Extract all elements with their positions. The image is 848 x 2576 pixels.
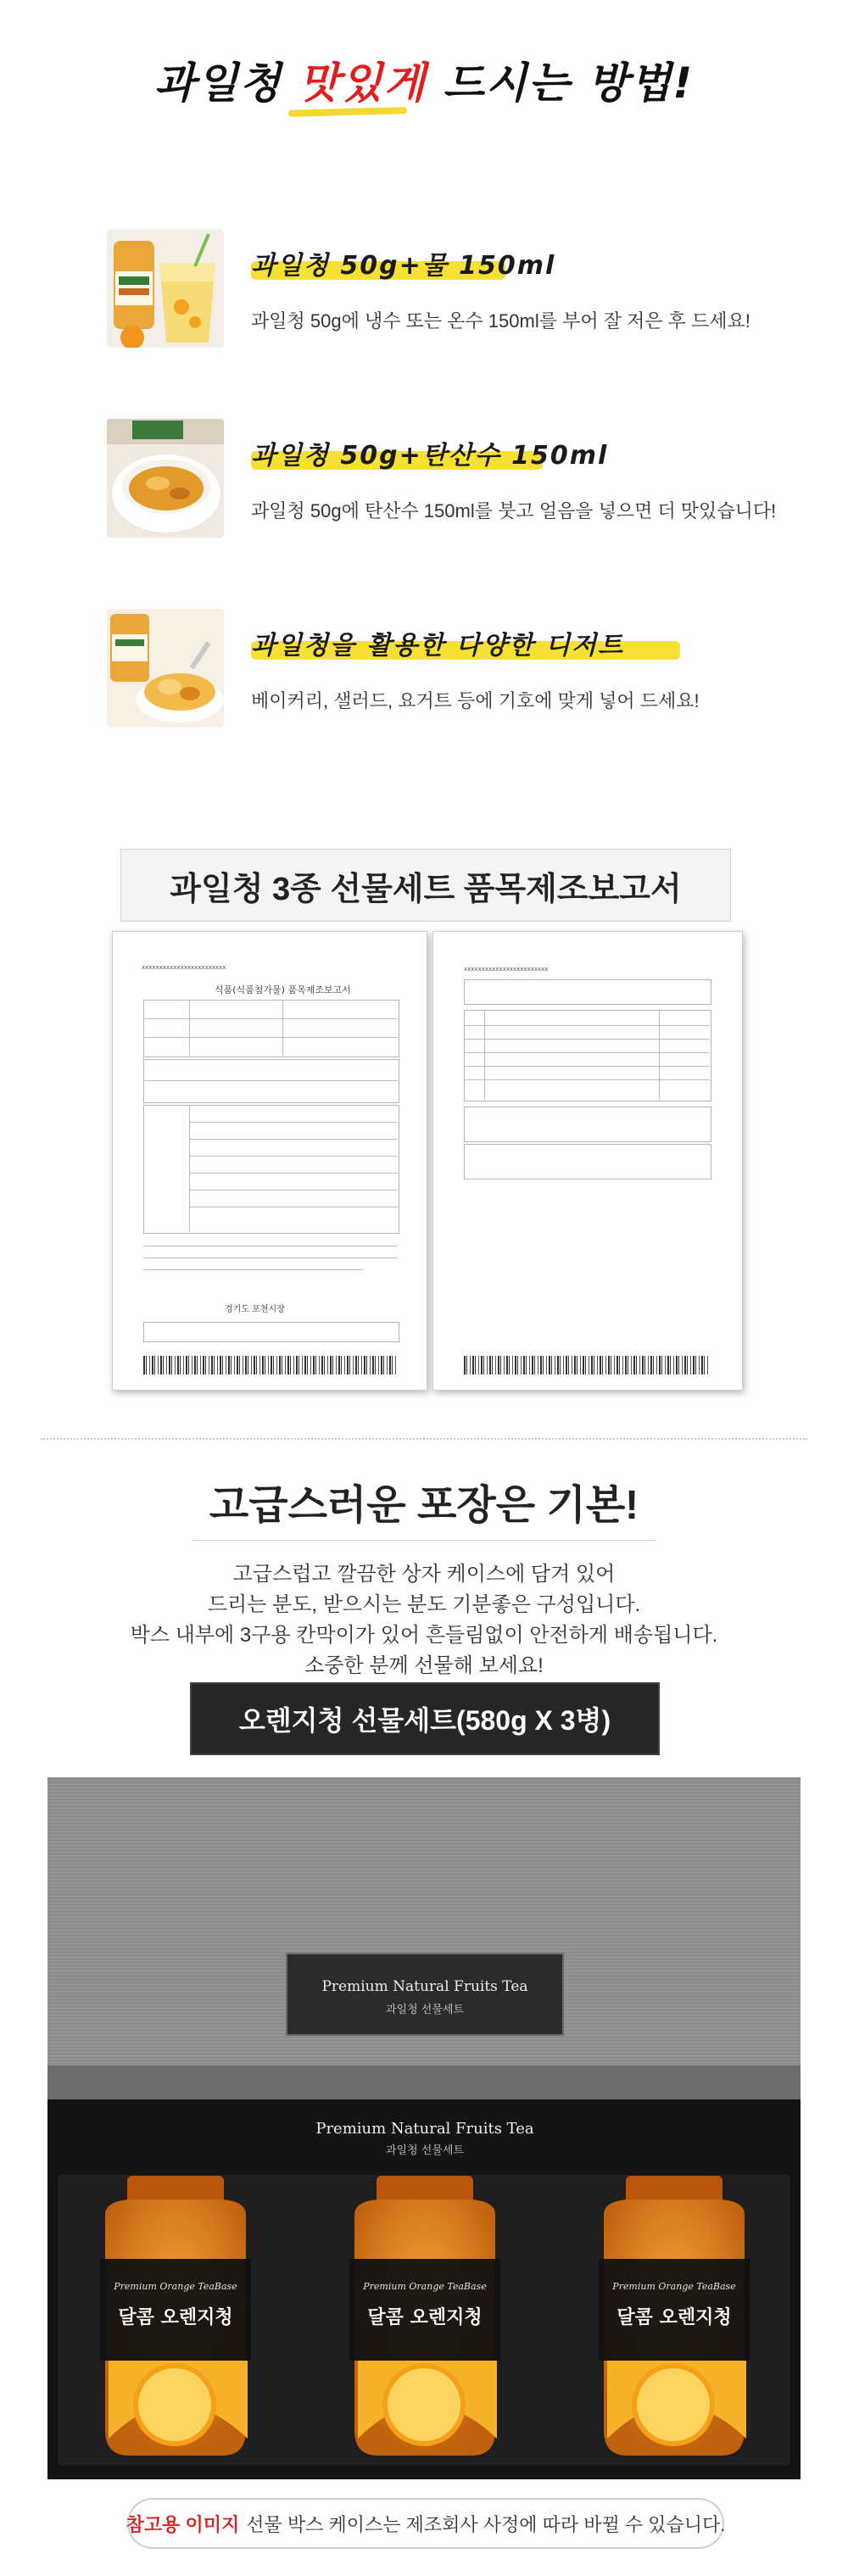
tip-description: 과일청 50g에 냉수 또는 온수 150ml를 부어 잘 저은 후 드세요! [251,310,750,332]
tip-title: 과일청을 활용한 다양한 디저트 [251,631,625,661]
report-document-page1: xxxxxxxxxxxxxxxxxxxxxxxx 식품(식품첨가물) 품목제조보고서 경기도 포천시장 [112,931,427,1391]
page-heading [0,49,848,110]
gift-set-label: 오렌지청 선물세트(580g X 3병) [190,1682,660,1755]
packaging-description-line: 드리는 분도, 받으시는 분도 기분좋은 구성입니다. [207,1593,641,1616]
tip-image-dessert [107,609,224,728]
tip-image-water [107,229,224,348]
orange-jar [349,2176,500,2456]
heading-part1: 과일청 [153,59,299,108]
tip-image-soda [107,419,224,538]
tray-subtitle: 과일청 선물세트 [385,2144,465,2157]
packaging-title-underline [192,1540,656,1541]
tip-description: 과일청 50g에 탄산수 150ml를 붓고 얼음을 넣으면 더 맛있습니다! [251,500,777,521]
jar-label: 달콤 오렌지청 [367,2307,483,2328]
packaging-description-line: 소중한 분께 선물해 보세요! [304,1654,544,1677]
jar-script: Premium Orange TeaBase [612,2281,736,2292]
section-divider [41,1438,807,1440]
gift-set-photo [47,1777,801,2479]
heading-highlight: 맛있게 [298,59,427,108]
report-title: 과일청 3종 선물세트 품목제조보고서 [120,849,731,922]
packaging-description-line: 박스 내부에 3구용 칸막이가 있어 흔들림없이 안전하게 배송됩니다. [130,1624,718,1647]
packaging-title: 고급스러운 포장은 기본! [209,1483,639,1528]
tip-title: 과일청 50g+탄산수 150ml [251,441,609,471]
tip-title: 과일청 50g+물 150ml [251,251,556,281]
jar-script: Premium Orange TeaBase [114,2281,237,2292]
box-lid-subtitle: 과일청 선물세트 [385,2004,465,2016]
box-lid-title: Premium Natural Fruits Tea [321,1978,528,1995]
note-text: 선물 박스 케이스는 제조회사 사정에 따라 바뀔 수 있습니다. [246,2513,726,2535]
note-emphasis: 참고용 이미지 [126,2513,240,2535]
tray-title: Premium Natural Fruits Tea [315,2120,534,2138]
jar-script: Premium Orange TeaBase [363,2281,487,2292]
doc-heading: 식품(식품첨가물) 품목제조보고서 [215,984,351,995]
report-document-page2: xxxxxxxxxxxxxxxxxxxxxxxx [432,931,743,1391]
orange-jar [100,2176,251,2456]
packaging-description-line: 고급스럽고 깔끔한 상자 케이스에 담겨 있어 [232,1563,616,1586]
jar-label: 달콤 오렌지청 [616,2307,732,2328]
heading-part2: 드시는 방법! [427,59,695,108]
tip-description: 베이커리, 샐러드, 요거트 등에 기호에 맞게 넣어 드세요! [251,690,700,711]
jar-label: 달콤 오렌지청 [118,2307,233,2328]
reference-image-note [127,2498,724,2549]
doc-footer: 경기도 포천시장 [225,1305,285,1314]
orange-jar [599,2176,750,2456]
